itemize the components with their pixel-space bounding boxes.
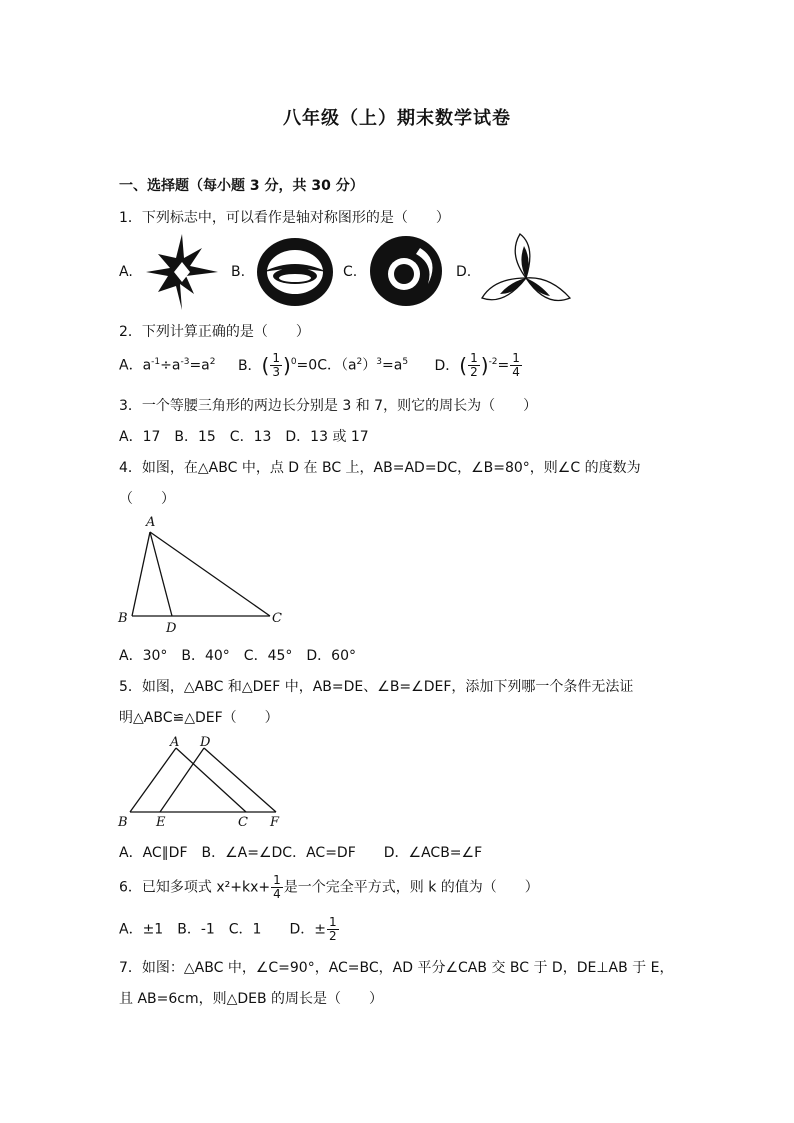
question-3-stem: 3．一个等腰三角形的两边长分别是 3 和 7，则它的周长为（ ） [119, 398, 538, 414]
label-a: A [170, 735, 180, 750]
question-1-stem: 1．下列标志中，可以看作是轴对称图形的是（ ） [119, 210, 450, 226]
label-b: B [118, 815, 128, 830]
label-c: C [238, 815, 248, 830]
question-4-stem-cont: （ ） [119, 491, 175, 507]
section-heading: 一、选择题（每小题 3 分，共 30 分） [119, 178, 364, 194]
label-a: A [146, 515, 156, 530]
star-logo-icon [140, 232, 224, 312]
question-2-stem: 2．下列计算正确的是（ ） [119, 324, 310, 340]
three-petal-logo-icon [480, 232, 572, 306]
question-5-stem-cont: 明△ABC≌△DEF（ ） [119, 710, 279, 726]
question-6-options: A．±1 B．-1 C．1 D．± $\frac{1}{2}$ [119, 915, 337, 943]
question-5-stem: 5．如图，△ABC 和△DEF 中，AB=DE、∠B=∠DEF，添加下列哪一个条件无法证 [119, 679, 634, 695]
option-c-label: C. [343, 264, 358, 280]
question-5-options: A．AC∥DF B．∠A=∠DC．AC=DF D．∠ACB=∠F [119, 845, 483, 861]
swirl-logo-icon [368, 234, 444, 308]
triangles-abc-def-figure [114, 734, 290, 830]
page-title: 八年级（上）期末数学试卷 [283, 108, 511, 129]
label-d: D [166, 621, 177, 636]
label-f: F [270, 815, 280, 830]
question-4-stem: 4．如图，在△ABC 中，点 D 在 BC 上，AB=AD=DC，∠B=80°，则∠C 的度数为 [119, 460, 641, 476]
question-7-stem-cont: 且 AB=6cm，则△DEB 的周长是（ ） [119, 991, 384, 1007]
option-b-label: B. [231, 264, 246, 280]
label-c: C [272, 611, 282, 626]
question-6-stem: 6．已知多项式 x²+kx+ $\frac{1}{4}$ 是一个完全平方式，则 k 的值为（ ） [119, 873, 539, 901]
option-a-label: A. [119, 264, 133, 280]
label-e: E [156, 815, 166, 830]
label-d: D [200, 735, 211, 750]
option-d-label: D. [456, 264, 472, 280]
triangle-abc-figure [114, 512, 290, 636]
label-b: B [118, 611, 128, 626]
ring-logo-icon [255, 236, 335, 308]
question-4-options: A．30° B．40° C．45° D．60° [119, 648, 356, 664]
question-3-options: A．17 B．15 C．13 D．13 或 17 [119, 429, 369, 445]
question-2-options: A．$a^{-1}\div a^{-3}=a^2$ B．( $\frac{1}{3}$ )$^0$=0C．$(a^2)^3=a^5$ D．( $\frac{1}{2}$ )$^{-2}$= $\frac{1}{4}$ [119, 351, 520, 379]
question-7-stem: 7．如图：△ABC 中，∠C=90°，AC=BC，AD 平分∠CAB 交 BC 于 D，DE⊥AB 于 E， [119, 960, 674, 976]
